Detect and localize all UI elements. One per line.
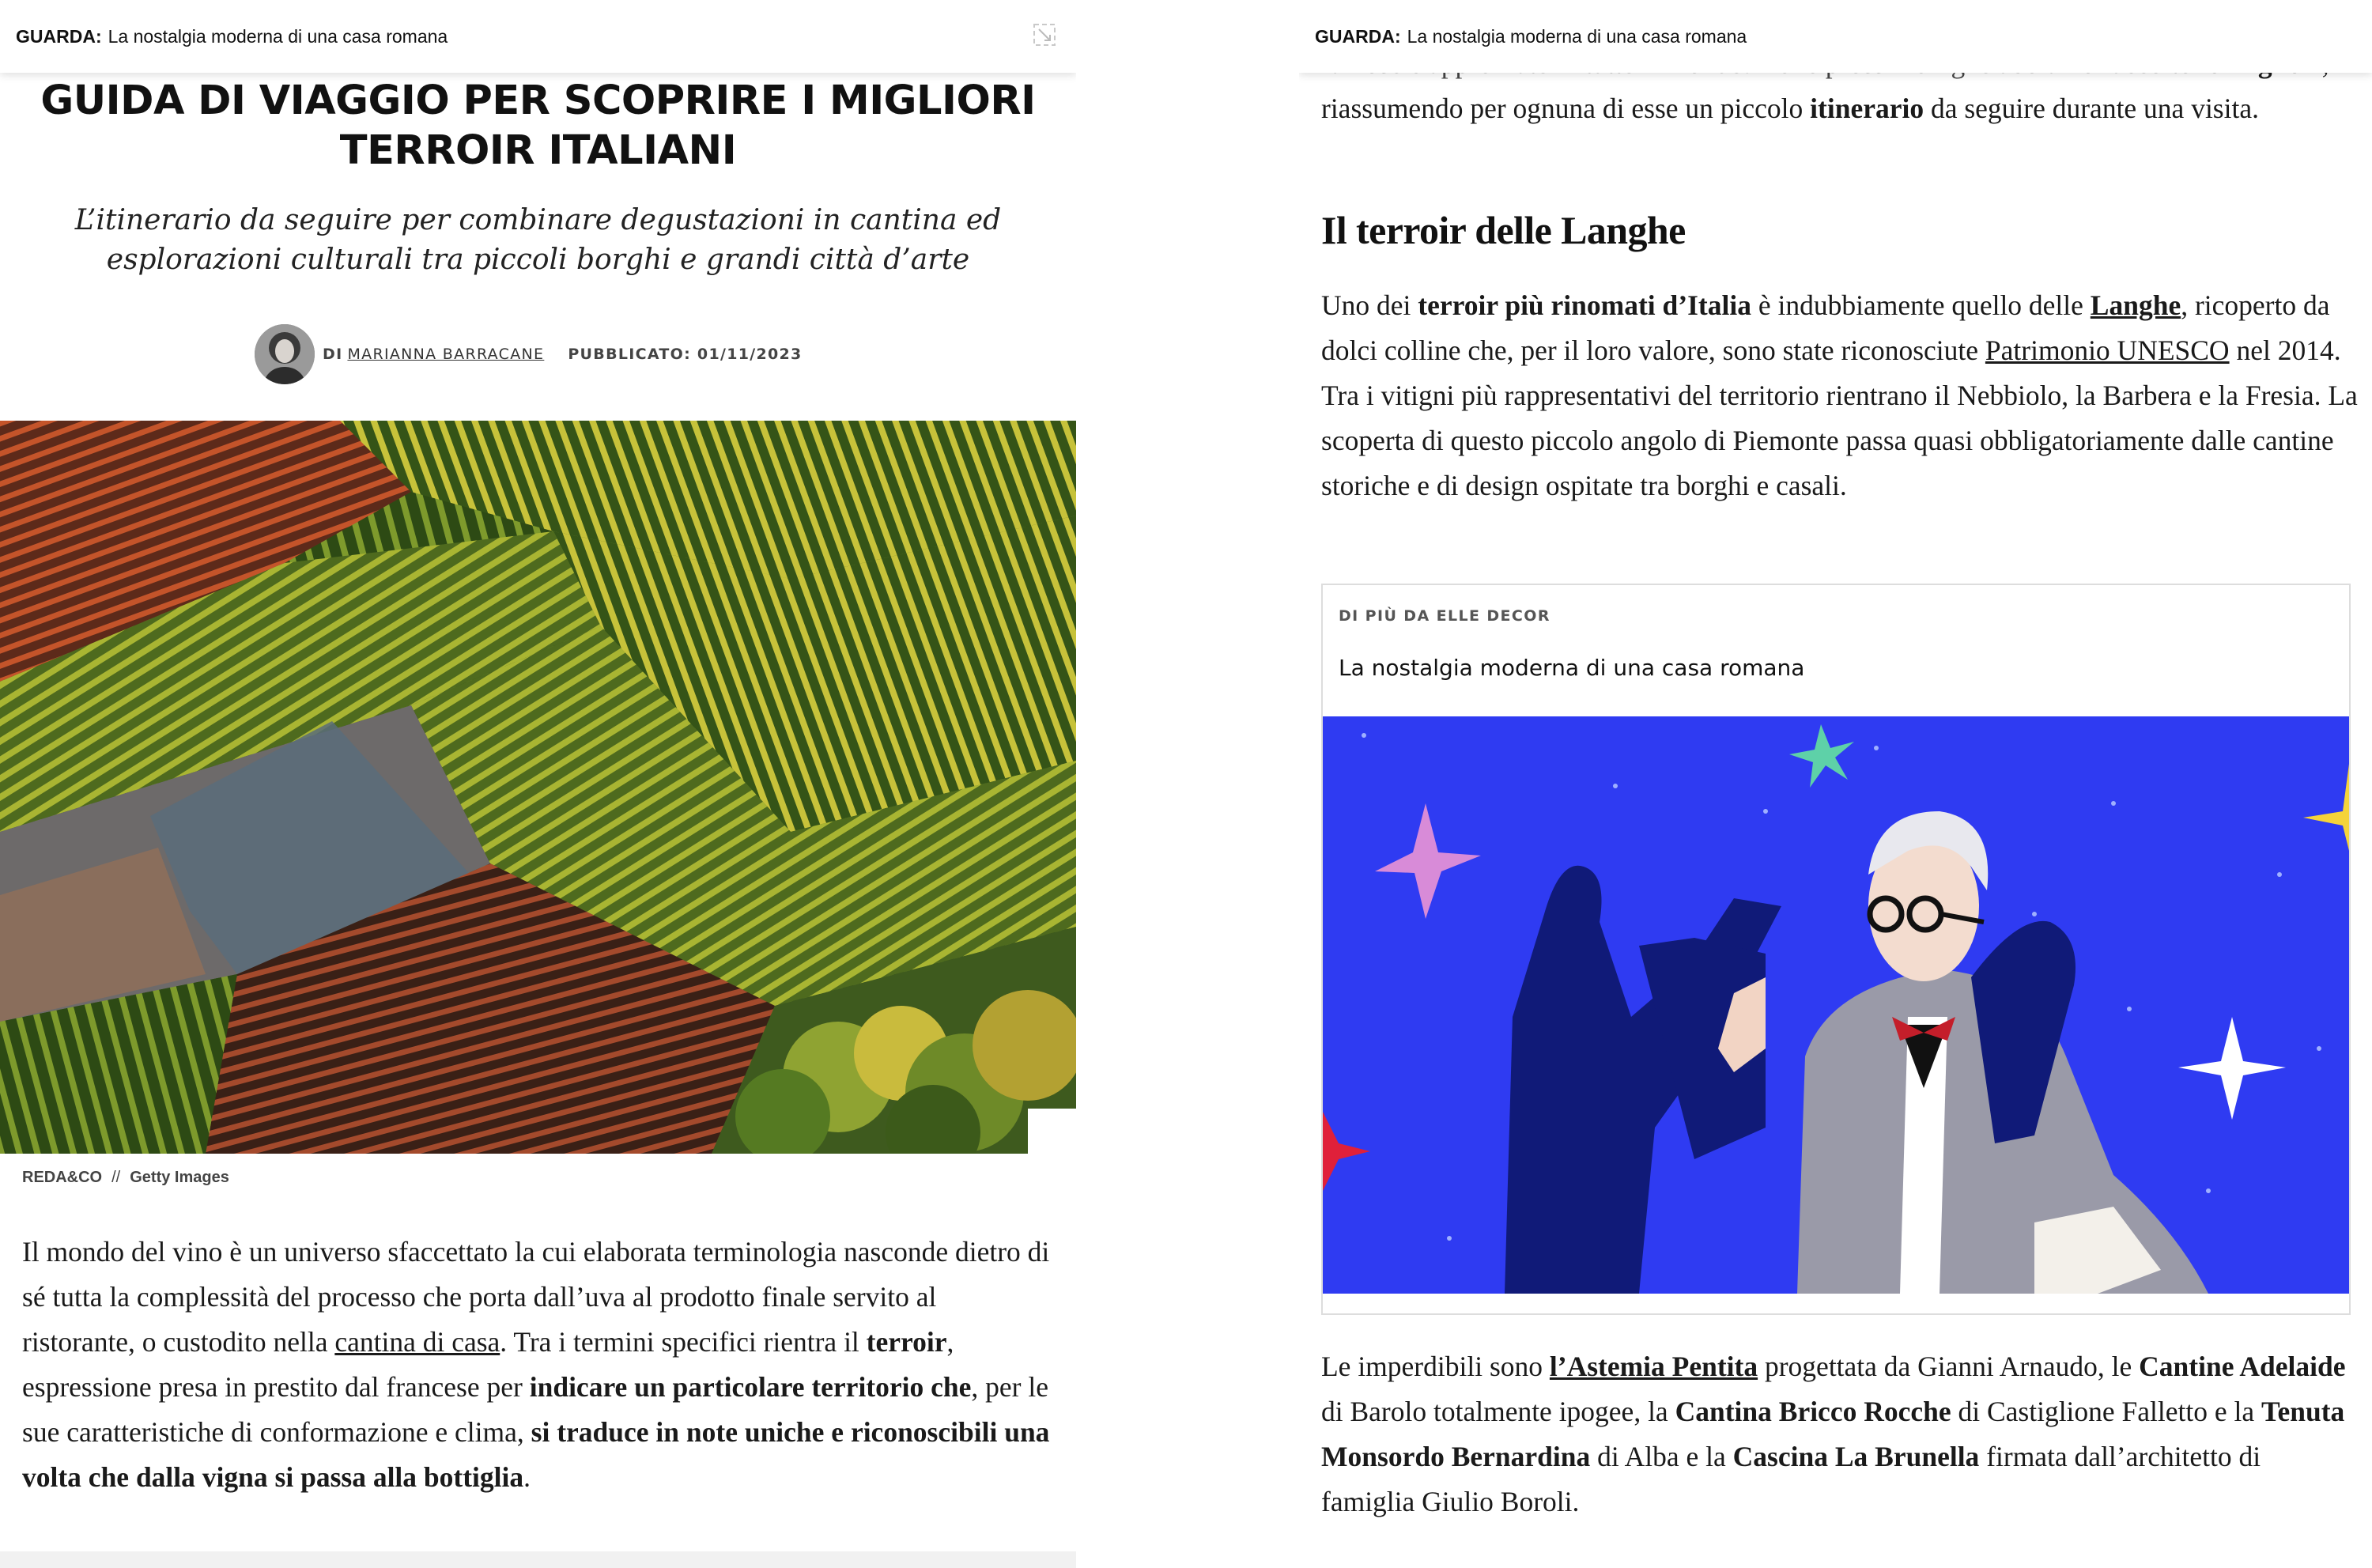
guarda-label: GUARDA: (16, 25, 102, 47)
text-run: di Alba e la (1590, 1441, 1733, 1472)
section-heading: Il terroir delle Langhe (1321, 208, 1686, 252)
text-run: , espressione presa in prestito dal francese per (22, 1326, 954, 1403)
bold-run: Cantina Bricco Rocche (1675, 1396, 1951, 1427)
credit-agency: Getty Images (130, 1169, 229, 1186)
langhe-paragraph (1321, 283, 2361, 508)
link-cantina-di-casa[interactable]: cantina di casa (334, 1326, 500, 1358)
guarda-banner[interactable] (0, 0, 1076, 73)
guarda-text[interactable]: La nostalgia moderna di una casa romana (1407, 25, 1747, 47)
byline-prefix: DI (323, 346, 343, 363)
text-run: di Barolo totalmente ipogee, la (1321, 1396, 1675, 1427)
credit-separator: // (111, 1169, 121, 1186)
article-panel-right (1299, 0, 2372, 1568)
author-avatar[interactable] (255, 324, 315, 384)
card-kicker: DI PIÙ DA ELLE DECOR (1339, 607, 1550, 625)
publish-date: PUBBLICATO: 01/11/2023 (568, 346, 803, 363)
credit-source: REDA&CO (22, 1169, 103, 1186)
footer-strip (0, 1551, 1076, 1568)
text-run: progettata da Gianni Arnaudo, le (1758, 1351, 2140, 1382)
text-run: Le imperdibili sono (1321, 1351, 1550, 1382)
hero-image (0, 421, 1076, 1154)
text-run: firmata dall’architetto di famiglia Giulio Boroli. (1321, 1441, 2261, 1517)
guarda-banner[interactable] (1299, 0, 2372, 73)
text-run: di Castiglione Falletto e la (1951, 1396, 2262, 1427)
guarda-label: GUARDA: (1315, 25, 1401, 47)
text-run: . Tra i termini specifici rientra il (500, 1326, 867, 1358)
bold-run: terroir più rinomati d’Italia (1418, 289, 1751, 321)
author-link[interactable]: MARIANNA BARRACANE (347, 346, 545, 363)
link-langhe[interactable]: Langhe (2090, 289, 2181, 321)
text-run: nel 2014. Tra i vitigni più rappresentativi del territorio rientrano il Nebbiolo, la Barbera e la Fresia. La scoperta di questo piccolo angolo di Piemonte passa quasi obbligatoriamente dalle cantine storiche e di design ospitate tra borghi e casali. (1321, 334, 2358, 501)
wineries-paragraph (1321, 1344, 2361, 1525)
link-patrimonio-unesco[interactable]: Patrimonio UNESCO (1985, 334, 2230, 366)
bold-run: si traduce in note uniche e riconoscibili una volta che dalla vigna si passa alla bottiglia (22, 1416, 1050, 1493)
text-run: , ricoperto da dolci colline che, per il loro valore, sono state riconosciute (1321, 289, 2330, 366)
text-run: Il mondo del vino è un universo sfaccettato la cui elaborata terminologia nasconde dietro di sé tutta la complessità del processo che porta dall’uva al prodotto finale servito al ristorante, o custodito nella (22, 1236, 1050, 1358)
bold-run: Cantine Adelaide (2139, 1351, 2346, 1382)
text-run: . (523, 1461, 531, 1493)
expand-icon[interactable] (1033, 24, 1056, 46)
text-run: riassumendo per ognuna di esse un piccolo (1321, 93, 1804, 124)
bold-run: indicare un particolare territorio che (529, 1371, 972, 1403)
intro-paragraph (22, 1230, 1050, 1500)
bold-run: terroir (866, 1326, 947, 1358)
link-astemia-pentita[interactable]: l’Astemia Pentita (1549, 1351, 1758, 1382)
guarda-text[interactable]: La nostalgia moderna di una casa romana (108, 25, 448, 47)
card-illustration[interactable] (1323, 716, 2349, 1294)
image-credit (22, 1169, 229, 1187)
card-title[interactable]: La nostalgia moderna di una casa romana (1339, 655, 1805, 681)
bold-run: Cascina La Brunella (1732, 1441, 1980, 1472)
bold-run: itinerario (1810, 93, 1924, 124)
related-article-card[interactable] (1321, 584, 2351, 1315)
text-run: è indubbiamente quello delle (1751, 289, 2091, 321)
article-panel-left (0, 0, 1076, 1568)
text-run: , per le sue caratteristiche di conformazione e clima, (22, 1371, 1048, 1448)
byline (255, 324, 803, 384)
text-run: da seguire durante una visita. (1924, 93, 2259, 124)
article-dek: L’itinerario da seguire per combinare degustazioni in cantina ed esplorazioni culturali tra piccoli borghi e grandi città d’arte (74, 204, 1002, 276)
bold-run: Tenuta Monsordo Bernardina (1321, 1396, 2345, 1472)
article-title: GUIDA DI VIAGGIO PER SCOPRIRE I MIGLIORI TERROIR ITALIANI (40, 77, 1036, 174)
text-run: Uno dei (1321, 289, 1418, 321)
